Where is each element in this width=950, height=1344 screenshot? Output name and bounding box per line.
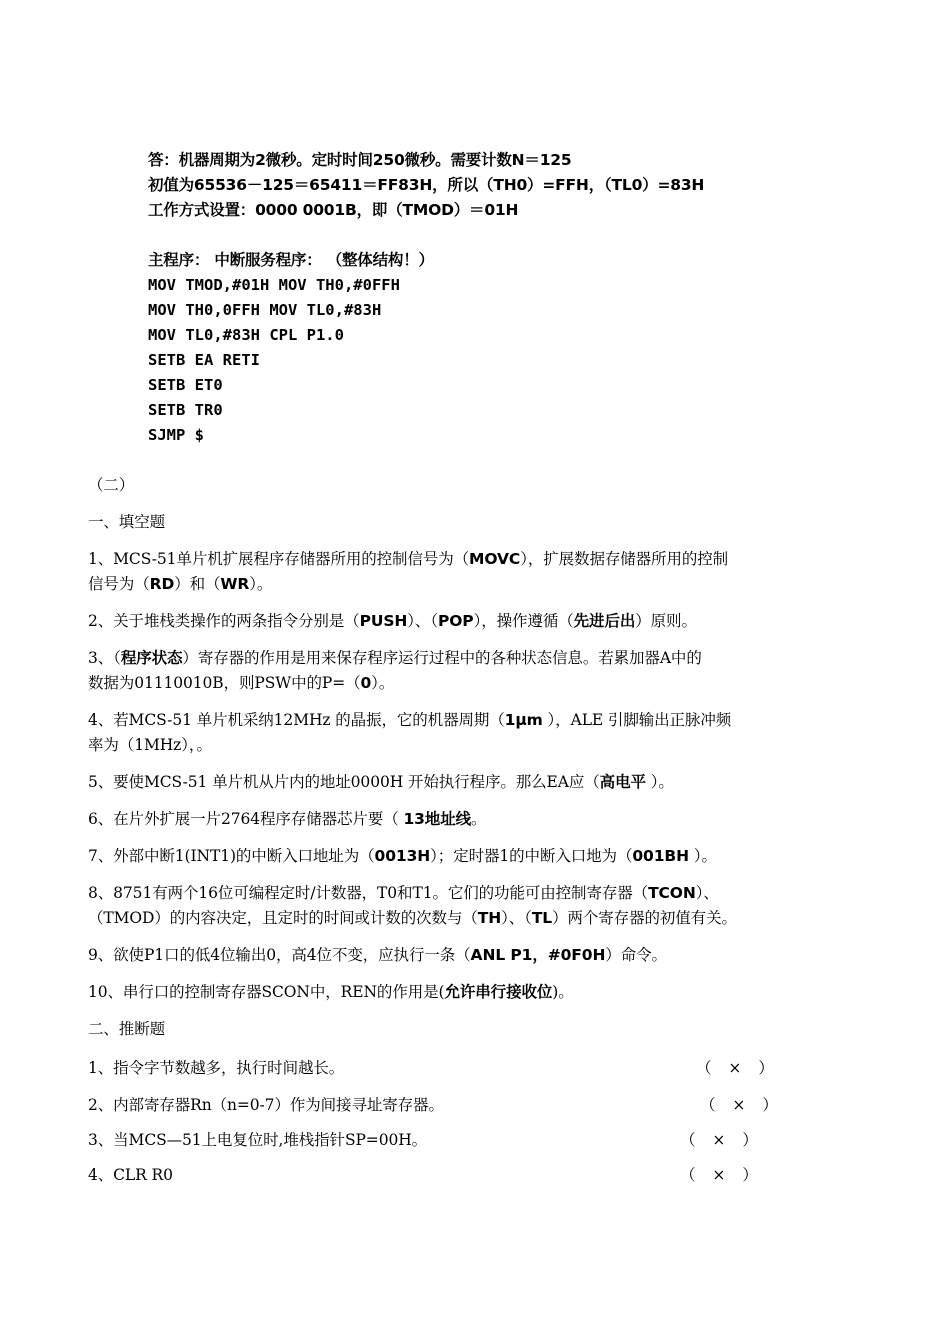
answer: TL: [531, 909, 553, 927]
judge-item-mark: （ × ）: [700, 1096, 784, 1114]
text: 2、关于堆栈类操作的两条指令分别是（: [88, 612, 360, 630]
answer: 1μm: [504, 711, 543, 729]
text: ）。: [689, 847, 717, 865]
code-line: SETB TR0: [148, 401, 223, 419]
answer: PUSH: [359, 612, 408, 630]
question-3-line-2: [88, 676, 394, 692]
text: （TMOD）的内容决定，且定时的时间或计数的次数与（: [88, 909, 478, 927]
answer: 程序状态: [120, 649, 183, 667]
code-line: MOV TH0,0FFH MOV TL0,#83H: [148, 301, 382, 319]
section-label: （二）: [88, 476, 135, 494]
answer: 高电平: [599, 773, 646, 791]
text: 4、若MCS-51 单片机采纳12MHz 的晶振，它的机器周期（: [88, 711, 505, 729]
judge-item-mark: （ × ）: [680, 1166, 764, 1184]
question-8-line-2: [88, 911, 737, 927]
text: 6、在片外扩展一片2764程序存储器芯片要（: [88, 810, 404, 828]
judge-title: 二、推断题: [88, 1020, 166, 1038]
answer: ANL P1，#0F0H: [470, 946, 606, 964]
answer: TCON: [648, 884, 696, 902]
question-8-line-1: [88, 886, 719, 902]
answer: 允许串行接收位: [444, 983, 553, 1001]
text: 9、欲使P1口的低4位输出0，高4位不变，应执行一条（: [88, 946, 471, 964]
question-3-line-1: [88, 651, 702, 667]
code-line: SETB ET0: [148, 376, 223, 394]
judge-item-text: 1、指令字节数越多，执行时间越长。: [88, 1059, 345, 1077]
answer: RD: [149, 575, 175, 593]
text: 3、（: [88, 649, 121, 667]
text: 信号为（: [88, 575, 150, 593]
text: ）和（: [174, 575, 221, 593]
answer: TH: [477, 909, 502, 927]
question-10: [88, 985, 574, 1001]
code-line: MOV TMOD,#01H MOV TH0,#0FFH: [148, 276, 400, 294]
text: ）、: [695, 884, 719, 902]
code-line: SETB EA RETI: [148, 351, 260, 369]
question-9: [88, 948, 667, 964]
text: 1、MCS-51单片机扩展程序存储器所用的控制信号为（: [88, 550, 470, 568]
text: ）、（: [407, 612, 438, 630]
answer-line-2: 初值为65536－125＝65411＝FF83H，所以（TH0）=FFH，（TL0）=83H: [148, 176, 705, 194]
answer: POP: [437, 612, 474, 630]
text: ），操作遵循（: [473, 612, 574, 630]
text: ）命令。: [605, 946, 667, 964]
judge-item-text: 2、内部寄存器Rn（n=0-7）作为间接寻址寄存器。: [88, 1096, 444, 1114]
text: )。: [552, 983, 574, 1001]
code-line: MOV TL0,#83H CPL P1.0: [148, 326, 344, 344]
answer: 001BH: [632, 847, 690, 865]
code-line: SJMP $: [148, 426, 204, 444]
answer: 0: [360, 674, 372, 692]
question-6: [88, 812, 486, 828]
text: ）。: [371, 674, 395, 692]
text: ）两个寄存器的初值有关。: [552, 909, 737, 927]
text: 。: [471, 810, 487, 828]
text: ）、（: [501, 909, 532, 927]
answer-line-1: 答：机器周期为2微秒。定时时间250微秒。需要计数N＝125: [148, 151, 572, 169]
question-2: [88, 614, 697, 630]
answer: 13地址线: [403, 810, 472, 828]
text: ）；定时器1的中断入口地为（: [430, 847, 633, 865]
question-1-line-2: [88, 577, 272, 593]
text: 10、串行口的控制寄存器SCON中，REN的作用是(: [88, 983, 445, 1001]
text: 8、8751有两个16位可编程定时/计数器，T0和T1。它们的功能可由控制寄存器（: [88, 884, 649, 902]
text: ）。: [249, 575, 273, 593]
judge-item-mark: （ × ）: [680, 1131, 764, 1149]
answer: MOVC: [469, 550, 521, 568]
question-5: [88, 775, 674, 791]
judge-item-text: 3、当MCS—51上电复位时,堆栈指针SP=00H。: [88, 1131, 428, 1149]
text: ）。: [645, 773, 674, 791]
answer: 先进后出: [573, 612, 636, 630]
question-4-line-1: [88, 713, 731, 729]
question-1-line-1: [88, 552, 728, 568]
text: 数据为01110010B，则PSW中的P=（: [88, 674, 361, 692]
answer: 0013H: [374, 847, 431, 865]
answer-line-3: 工作方式设置：0000 0001B，即（TMOD）＝01H: [148, 201, 519, 219]
program-heading: 主程序： 中断服务程序： （整体结构！）: [148, 251, 434, 269]
fill-blank-title: 一、填空题: [88, 513, 166, 531]
text: ）原则。: [635, 612, 697, 630]
judge-item-mark: （ × ）: [696, 1059, 780, 1077]
answer: WR: [220, 575, 250, 593]
question-7: [88, 849, 717, 865]
text: ），ALE 引脚输出正脉冲频: [542, 711, 732, 729]
judge-item-text: 4、CLR R0: [88, 1166, 173, 1184]
question-4-line-2: 率为（1MHz），。: [88, 736, 212, 754]
text: ），扩展数据存储器所用的控制: [520, 550, 729, 568]
text: 7、外部中断1(INT1)的中断入口地址为（: [88, 847, 375, 865]
text: ）寄存器的作用是用来保存程序运行过程中的各种状态信息。若累加器A中的: [182, 649, 702, 667]
text: 5、要使MCS-51 单片机从片内的地址0000H 开始执行程序。那么EA应（: [88, 773, 600, 791]
